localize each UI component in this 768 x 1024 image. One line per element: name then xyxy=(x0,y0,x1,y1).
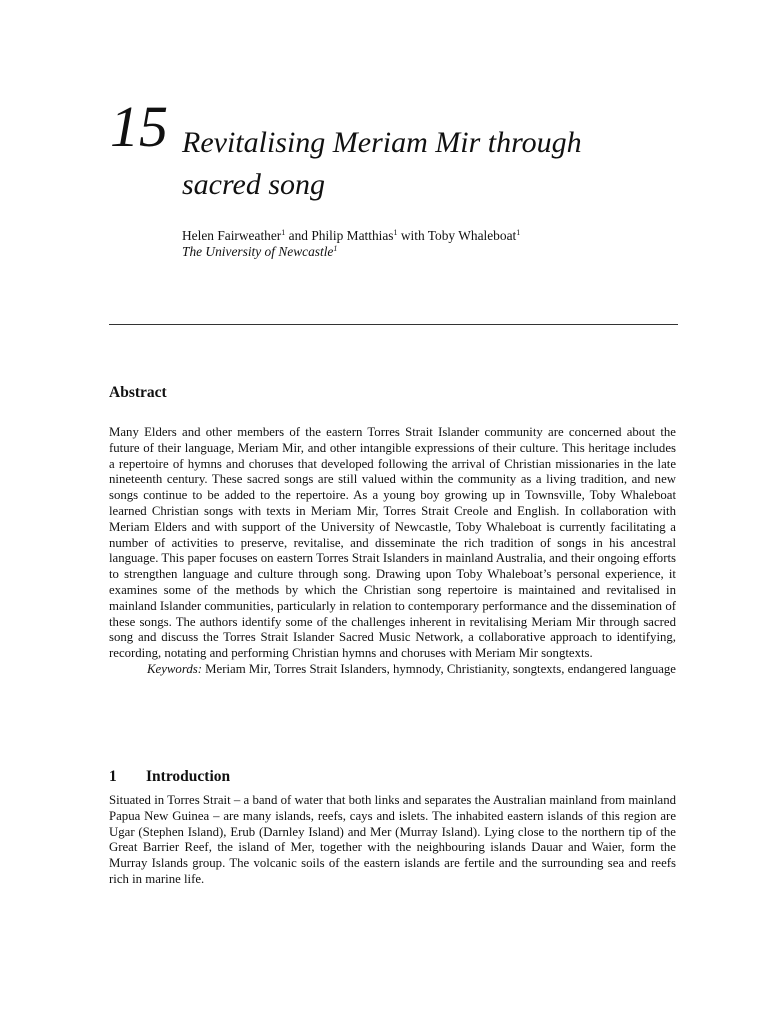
affiliation-marker: 1 xyxy=(333,244,338,253)
affiliation-marker: 1 xyxy=(281,228,286,237)
horizontal-divider xyxy=(109,324,678,325)
chapter-title-line-1: Revitalising Meriam Mir through xyxy=(182,126,582,159)
author-list xyxy=(182,228,520,244)
introduction-section xyxy=(109,793,676,888)
author-name: Toby Whaleboat xyxy=(427,228,517,243)
author-block xyxy=(182,228,520,260)
introduction-paragraph: Situated in Torres Strait – a band of water that both links and separates the Australian mainland from mainland Papua New Guinea – are many islands, reefs, cays and islets. The inhabited eastern islands of this region are Ugar (Stephen Island), Erub (Darnley Island) and Mer (Murray Island). Lying close to the northern tip of the Great Barrier Reef, the island of Mer, together with the neighbouring islands Dauar and Waier, form the Murray Islands group. The volcanic soils of the eastern islands are fertile and the surrounding sea and reefs rich in marine life. xyxy=(109,793,676,886)
affiliation-marker: 1 xyxy=(516,228,521,237)
affiliation xyxy=(182,244,520,260)
section-heading-introduction xyxy=(109,768,230,786)
affiliation-marker: 1 xyxy=(393,228,398,237)
section-title: Introduction xyxy=(146,768,231,785)
abstract-text: Many Elders and other members of the eastern Torres Strait Islander community are concerned about the future of their language, Meriam Mir, and other intangible expressions of their culture. This heritage includes a repertoire of hymns and choruses that developed following the arrival of Christian missionaries in the late nineteenth century. These sacred songs are still valued within the community as a living tradition, and new songs continue to be added to the repertoire. As a young boy growing up in Townsville, Toby Whaleboat learned Christian songs with texts in Meriam Mir, Torres Strait Creole and English. In collaboration with Meriam Elders and with support of the University of Newcastle, Toby Whaleboat is currently facilitating a number of activities to preserve, revitalise, and disseminate the rich tradition of songs in his ancestral language. This paper focuses on eastern Torres Strait Islanders in mainland Australia, and their ongoing efforts to strengthen language and culture through song. Drawing upon Toby Whaleboat’s personal experience, it examines some of the methods by which the Christian song repertoire is maintained and revitalised in mainland Islander communities, particularly in relation to contemporary performance and the dissemination of these songs. The authors identify some of the challenges inherent in revitalising Meriam Mir through sacred song and discuss the Torres Strait Islander Sacred Music Network, a collaborative approach to identifying, recording, notating and performing Christian hymns and choruses with Meriam Mir songtexts. xyxy=(109,425,676,661)
author-conjunction: with xyxy=(397,228,428,243)
keywords-label: Keywords: xyxy=(147,661,202,676)
author-name: Helen Fairweather xyxy=(182,228,282,243)
author-name: Philip Matthias xyxy=(311,228,394,243)
chapter-title-line-2: sacred song xyxy=(182,168,326,201)
author-conjunction: and xyxy=(285,228,312,243)
chapter-title xyxy=(182,122,662,206)
keywords-list: Meriam Mir, Torres Strait Islanders, hymnody, Christianity, songtexts, endangered language xyxy=(201,661,676,676)
keywords-line xyxy=(109,662,676,678)
affiliation-name: The University of Newcastle xyxy=(182,244,334,259)
abstract-heading: Abstract xyxy=(109,384,167,401)
chapter-number: 15 xyxy=(110,94,168,159)
section-number: 1 xyxy=(109,768,117,785)
abstract-section xyxy=(109,425,676,678)
